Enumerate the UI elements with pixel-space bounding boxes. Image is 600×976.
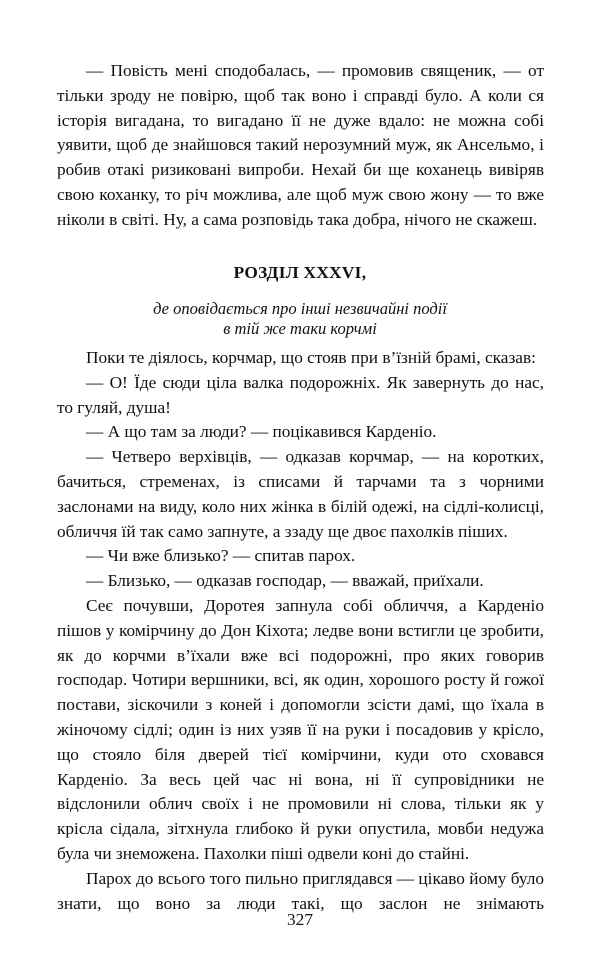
body-paragraph-6: — Близько, — одказав господар, — вважай, приїхали. — [86, 571, 484, 591]
intro-text-block — [57, 59, 544, 233]
body-paragraph-8: Парох до всього того пильно приглядався — цікаво йому було знати, що воно за люди такі, що заслон не знімають — [57, 868, 544, 913]
chapter-title: РОЗДІЛ XXXVI, — [233, 263, 367, 282]
chapter-subtitle-line-2: в тій же таки корчмі — [223, 319, 377, 338]
page-number: 327 — [287, 910, 313, 929]
body-paragraph-3: — А що там за люди? — поцікавився Карденіо. — [86, 422, 437, 442]
body-paragraph-2: — О! Їде сюди ціла валка подорожніх. Як завернуть до нас, то гуляй, душа! — [57, 372, 544, 417]
body-paragraph-5: — Чи вже близько? — спитав парох. — [86, 546, 356, 566]
intro-paragraph: — Повість мені сподобалась, — промовив священик, — от тільки зроду не повірю, щоб так воно і справді було. А коли ся історія вигадана, то вигадано її не дуже вдало: не можна собі уявити, щоб де знайшовся такий нерозумний муж, як Ансельмо, і робив отакі ризиковані випроби. Нехай би ще коханець вивіряв свою коханку, то річ можлива, але щоб муж свою жону — то вже ніколи в світі. Ну, а сама розповідь така добра, нічого не скажеш. — [57, 61, 544, 229]
chapter-subtitle — [0, 299, 600, 339]
body-paragraph-1: Поки те діялось, корчмар, що стояв при в’їзній брамі, сказав: — [86, 348, 536, 367]
chapter-body — [57, 346, 544, 916]
chapter-subtitle-line-1: де оповідається про інші незвичайні події — [153, 299, 447, 318]
body-paragraph-4: — Четверо верхівців, — одказав корчмар, — на коротких, бачиться, стременах, із списами й тарчами та з чорними заслонами на виду, коло них жінка в білій одежі, на сідлі-колисці, обличчя їй так само запнуте, а ззаду ще двоє пахолків піших. — [57, 447, 544, 541]
body-paragraph-7: Сеє почувши, Доротея запнула собі обличчя, а Карденіо пішов у комірчину до Дон Кіхота; ледве вони встигли це зробити, як до корчми в’їхали вже всі подорожні, про яких говорив господар. Чотири вершники, всі, як один, хорошого росту й гожої постави, зіскочили з коней і допомогли зсісти дамі, що їхала в жіночому сідлі; один із них узяв її на руки і посадовив у крісло, що стояло біля дверей тієї комірчини, куди ото сховався Карденіо. За весь цей час ні вона, ні її супровідники не відслонили облич своїх і не промовили ні слова, тільки як у крісла сідала, зітхнула глибоко й руки опустила, мовби недужа була чи знеможена. Пахолки піші одвели коні до стайні. — [57, 595, 544, 863]
